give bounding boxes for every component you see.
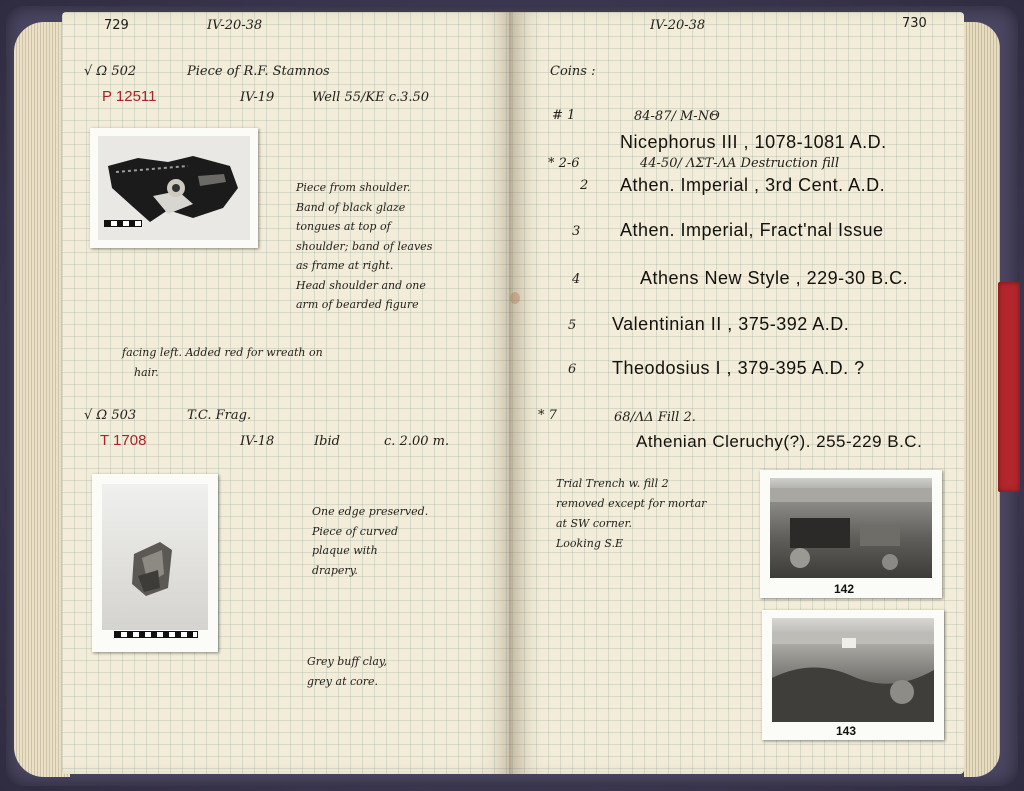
paper-stain <box>510 292 520 304</box>
page-date: IV-20-38 <box>207 18 263 33</box>
entry-notes <box>296 178 496 315</box>
note-line: Head shoulder and one <box>296 278 426 292</box>
coin-number: # 1 <box>552 108 576 123</box>
coin-desc: Athenian Cleruchy(?). 255-229 B.C. <box>636 432 923 451</box>
coin-desc: Valentinian II , 375-392 A.D. <box>612 314 850 334</box>
note-line: facing left. Added red for wreath on <box>122 346 323 359</box>
coin-number: 5 <box>568 318 577 333</box>
coin-number: 3 <box>572 224 581 239</box>
entry-depth: c. 2.00 m. <box>384 434 450 449</box>
note-line: Trial Trench w. fill 2 <box>556 477 669 490</box>
coin-desc: Theodosius I , 379-395 A.D. ? <box>612 358 865 378</box>
note-line: Grey buff clay, <box>307 655 388 668</box>
entry-ref: √ Ω 503 <box>84 408 137 423</box>
terracotta-fragment-image <box>102 484 208 630</box>
note-line: plaque with <box>312 544 378 557</box>
coin-desc: Athens New Style , 229-30 B.C. <box>640 268 909 288</box>
inventory-number: P 12511 <box>102 88 157 105</box>
note-line: grey at core. <box>307 674 379 688</box>
note-line: arm of bearded figure <box>296 298 419 311</box>
right-page <box>512 12 964 774</box>
note-line: drapery. <box>312 563 358 577</box>
trench-photo <box>762 610 944 740</box>
note-line: removed except for mortar <box>556 497 707 510</box>
coin-number: 4 <box>572 272 581 287</box>
note-line: at SW corner. <box>556 517 632 530</box>
note-line: Piece of curved <box>312 524 399 538</box>
left-page <box>62 12 512 774</box>
coin-number: 2 <box>580 178 589 193</box>
page-number: 730 <box>902 16 927 31</box>
scale-bar <box>114 631 198 638</box>
entry-notes <box>312 502 492 580</box>
clay-notes <box>307 652 487 691</box>
note-line: tongues at top of <box>296 220 391 233</box>
entry-location: Well 55/KE c.3.50 <box>312 90 430 105</box>
note-line: shoulder; band of leaves <box>296 239 433 253</box>
note-line: hair. <box>134 366 159 379</box>
scale-bar <box>104 220 142 227</box>
page-number: 729 <box>104 18 129 33</box>
coin-number: * 2-6 <box>548 156 580 171</box>
sherd-photo <box>90 128 258 248</box>
trench-photo <box>760 470 942 598</box>
coin-ref: 84-87/ M-NΘ <box>634 109 720 124</box>
page-date: IV-20-38 <box>650 18 706 33</box>
page-edges-right <box>964 22 1000 777</box>
photo-caption: 143 <box>836 724 857 738</box>
excavation-image <box>772 618 934 722</box>
terracotta-photo <box>92 474 218 652</box>
entry-date: IV-19 <box>240 90 275 105</box>
coins-heading: Coins : <box>550 64 596 79</box>
trench-note <box>556 474 756 554</box>
note-line: as frame at right. <box>296 259 394 272</box>
note-line: One edge preserved. <box>312 505 429 518</box>
entry-date: IV-18 <box>240 434 275 449</box>
entry-title: T.C. Frag. <box>187 408 252 423</box>
inventory-number: T 1708 <box>100 432 147 449</box>
note-line: Looking S.E <box>556 537 624 550</box>
coin-ref: 68/ΛΔ Fill 2. <box>614 410 696 425</box>
coin-number: * 7 <box>538 408 557 423</box>
entry-ref: √ Ω 502 <box>84 64 137 79</box>
note-line: Band of black glaze <box>296 200 406 214</box>
entry-location: Ibid <box>314 434 340 449</box>
entry-title: Piece of R.F. Stamnos <box>187 64 330 79</box>
bookmark-ribbon <box>998 282 1020 492</box>
coin-desc: Athen. Imperial, Fract'nal Issue <box>620 220 884 240</box>
note-line: Piece from shoulder. <box>296 181 411 194</box>
photo-caption: 142 <box>834 582 855 596</box>
coin-ref: 44-50/ ΛΣΤ-ΛΑ Destruction fill <box>640 156 840 171</box>
coin-number: 6 <box>568 362 577 377</box>
excavation-image <box>770 478 932 578</box>
coin-desc: Nicephorus III , 1078-1081 A.D. <box>620 132 887 152</box>
coin-desc: Athen. Imperial , 3rd Cent. A.D. <box>620 175 886 195</box>
